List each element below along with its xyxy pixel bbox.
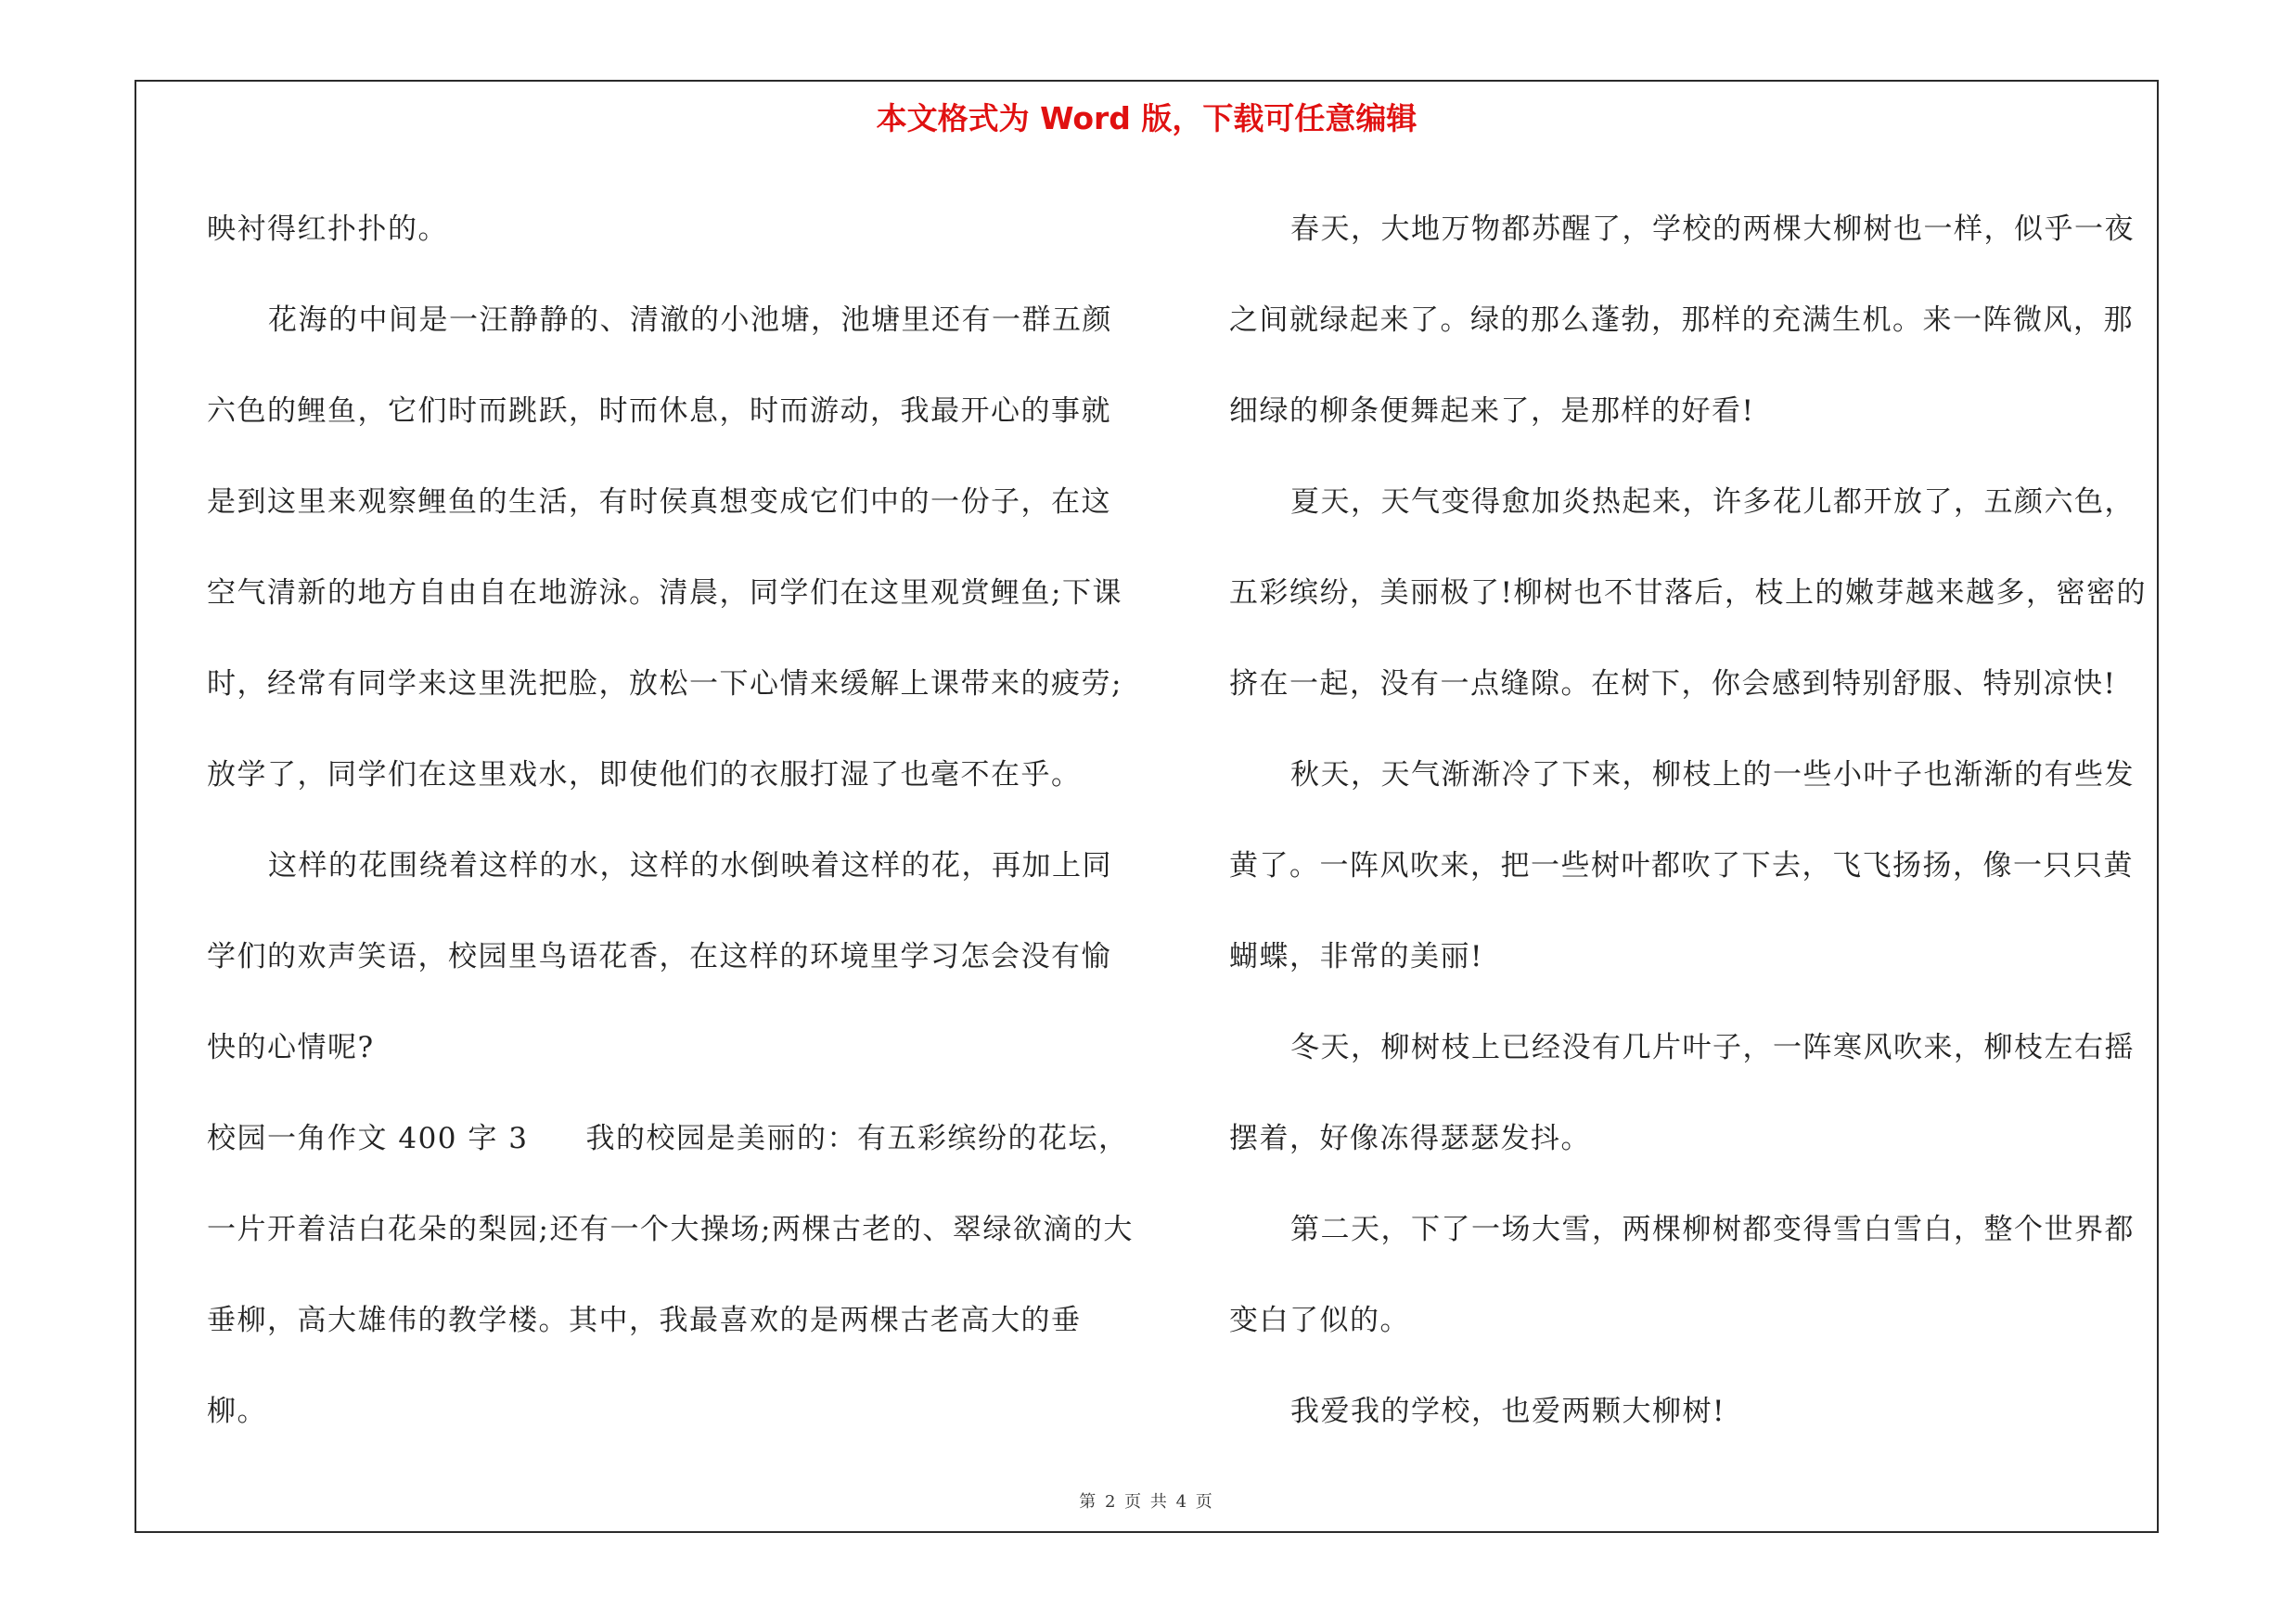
page-header-title: 本文格式为 Word 版，下载可任意编辑 bbox=[876, 100, 1417, 136]
left-column bbox=[207, 184, 1135, 1457]
paragraph: 映衬得红扑扑的。 bbox=[207, 213, 448, 246]
paragraph-body: 我的校园是美丽的：有五彩缤纷的花坛，一片开着洁白花朵的梨园;还有一个大操场;两棵古老的、翠绿欲滴的大垂柳，高大雄伟的教学楼。其中，我最喜欢的是两棵古老高大的垂柳。 bbox=[207, 1122, 1134, 1428]
paragraph: 我爱我的学校，也爱两颗大柳树! bbox=[1290, 1395, 1725, 1428]
paragraph: 冬天，柳树枝上已经没有几片叶子，一阵寒风吹来，柳枝左右摇摆着，好像冻得瑟瑟发抖。 bbox=[1229, 1031, 2135, 1155]
paragraph: 第二天，下了一场大雪，两棵柳树都变得雪白雪白，整个世界都变白了似的。 bbox=[1229, 1213, 2135, 1337]
paragraph: 夏天，天气变得愈加炎热起来，许多花儿都开放了，五颜六色，五彩缤纷，美丽极了!柳树也不甘落后，枝上的嫩芽越来越多，密密的挤在一起，没有一点缝隙。在树下，你会感到特别舒服、特别凉快! bbox=[1229, 485, 2147, 701]
paragraph: 花海的中间是一汪静静的、清澈的小池塘，池塘里还有一群五颜六色的鲤鱼，它们时而跳跃，时而休息，时而游动，我最开心的事就是到这里来观察鲤鱼的生活，有时侯真想变成它们中的一份子，在这空气清新的地方自由自在地游泳。清晨，同学们在这里观赏鲤鱼;下课时，经常有同学来这里洗把脸，放松一下心情来缓解上课带来的疲劳;放学了，同学们在这里戏水，即使他们的衣服打湿了也毫不在乎。 bbox=[207, 303, 1122, 792]
page-frame bbox=[135, 80, 2159, 1533]
paragraph: 秋天，天气渐渐冷了下来，柳枝上的一些小叶子也渐渐的有些发黄了。一阵风吹来，把一些树叶都吹了下去，飞飞扬扬，像一只只黄蝴蝶，非常的美丽! bbox=[1229, 758, 2135, 973]
page-number: 第 2 页 共 4 页 bbox=[1079, 1492, 1214, 1512]
paragraph: 春天，大地万物都苏醒了，学校的两棵大柳树也一样，似乎一夜之间就绿起来了。绿的那么蓬勃，那样的充满生机。来一阵微风，那细绿的柳条便舞起来了，是那样的好看! bbox=[1229, 213, 2135, 428]
paragraph: 这样的花围绕着这样的水，这样的水倒映着这样的花，再加上同学们的欢声笑语，校园里鸟语花香，在这样的环境里学习怎会没有愉快的心情呢? bbox=[207, 849, 1112, 1064]
right-column bbox=[1229, 184, 2157, 1457]
paragraph-with-heading bbox=[207, 1093, 1135, 1457]
essay-heading: 校园一角作文 400 字 3 bbox=[207, 1122, 529, 1155]
